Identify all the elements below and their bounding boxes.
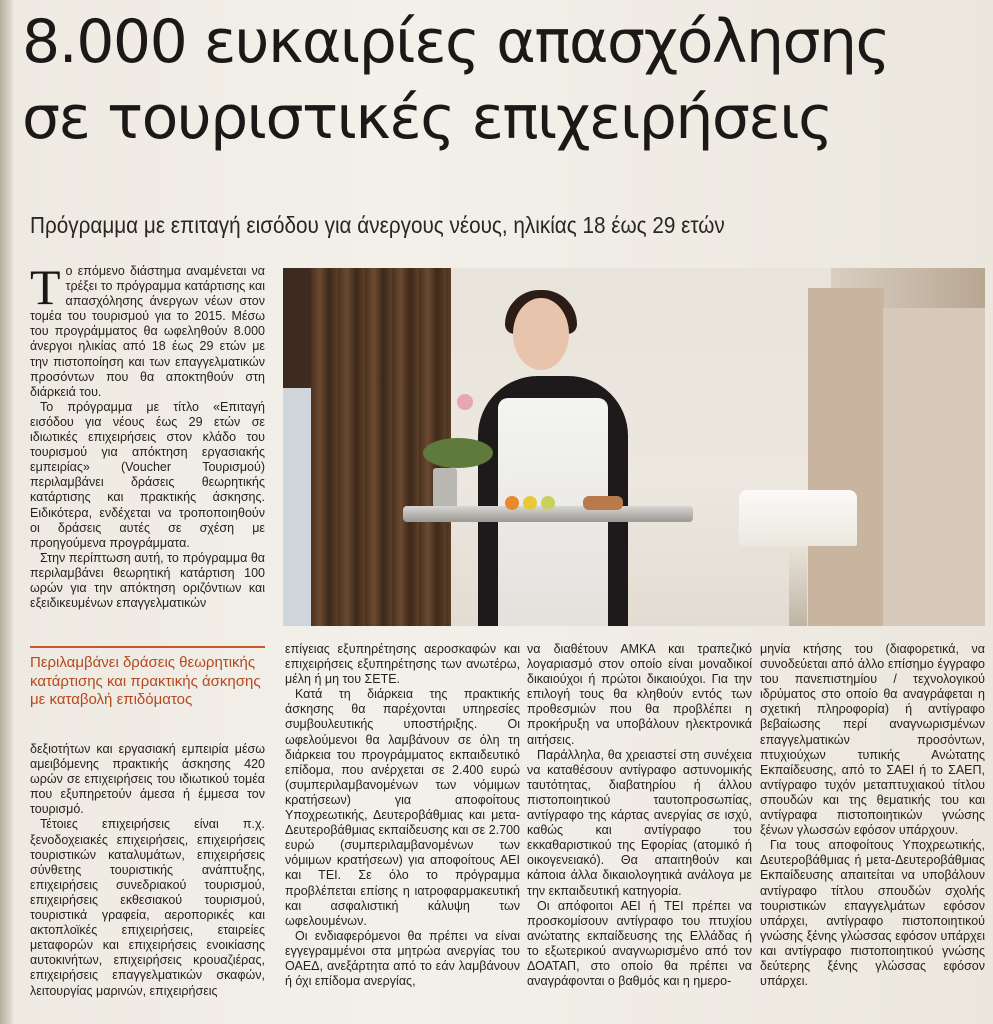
paragraph: Τέτοιες επιχειρήσεις είναι π.χ. ξενοδοχειακές επιχειρήσεις, επιχειρήσεις τουριστικών καταλυμάτων, επιχειρήσεις σύνθετης τουριστικής ανάπτυξης, επιχειρήσεις συνεδριακού τουρισμού, επιχειρήσεις εκθεσιακού τουρισμού, τουριστικά γραφεία, αεροπορικές και ακτοπλοϊκές επιχειρήσεις, εταιρείες μεταφορών και επιχειρήσεις ενοικίασης αυτοκινήτων, επιχειρήσεις κρουαζιέρας, επιχειρήσεις επαγγελματικών σκαφών, λειτουργίας μαρινών, επιχειρήσεις <box>30 817 265 998</box>
article-column-1 <box>30 259 265 634</box>
paragraph: Κατά τη διάρκεια της πρακτικής άσκησης θα παρέχονται υπηρεσίες συμβουλευτικής υποστήριξης. Οι ωφελούμενοι θα λαμβάνουν σε όλη τη διάρκεια του προγράμματος εκπαιδευτικό επίδομα, που ανέρχεται σε 2.400 ευρώ (συμπεριλαμβανομένων των νόμιμων κρατήσεων) για αποφοίτους Υποχρεωτικής, Δευτεροβάθμιας και μετα-Δευτεροβάθμιας εκπαίδευσης και σε 2.700 ευρώ (συμπεριλαμβανομένων των νόμιμων κρατήσεων) για αποφοίτους ΑΕΙ και ΤΕΙ. Σε όλο το πρόγραμμα προβλέπεται επίσης η ιατροφαρμακευτική και ασφαλιστική κάλυψη των ωφελουμένων. <box>285 687 520 928</box>
paragraph: μηνία κτήσης του (διαφορετικά, να συνοδεύεται από άλλο επίσημο έγγραφο του πανεπιστημίου / τεχνολογικού ιδρύματος στο οποίο θα αναγράφεται η σχετική πληροφορία) ή αντίγραφο βεβαίωσης περί αναγνωρισμένων επαγγελματικών προσόντων, πτυχιούχων τυπικής Ανώτατης Εκπαίδευσης, από το ΣΑΕΙ ή το ΣΑΕΠ, αντίγραφο τυχόν μεταπτυχιακού τίτλου σπουδών και της θεματικής του και αντίγραφα πιστοποιητικών γνώσης ξένων γλωσσών εφόσον υπάρχουν. <box>760 642 985 838</box>
paragraph: Στην περίπτωση αυτή, το πρόγραμμα θα περιλαμβάνει θεωρητική κατάρτιση 100 ωρών για την απόκτηση οριζόντιων και εξειδικευμένων επαγγελματικών <box>30 550 265 611</box>
wall-panel <box>883 308 985 626</box>
headline-line-1: 8.000 ευκαιρίες απασχόλησης <box>22 7 890 77</box>
paragraph: ο επόμενο διάστημα αναμένεται να τρέξει το πρόγραμμα κατάρτισης και απασχόλησης άνεργων νέων στον τομέα του τουρισμού για το 2015. Μέσω του προγράμματος θα ωφεληθούν 8.000 άνεργοι ηλικίας από 18 έως 29 ετών με την πιστοποίηση και των επαγγελματικών προσόντων που θα αποκτηθούν στη διάρκειά του. <box>30 264 265 399</box>
paragraph: Παράλληλα, θα χρειαστεί στη συνέχεια να καταθέσουν αντίγραφο αστυνομικής ταυτότητας, διαβατηρίου ή άλλου πιστοποιητικού ταυτοπροσωπίας, αντίγραφο της κάρτας ανεργίας σε ισχύ, καθώς και αντίγραφο του εκκαθαριστικού της Εφορίας (ατομικό ή οικογενειακό). Θα απαιτηθούν και κάποια άλλα δικαιολογητικά ανάλογα με την εκπαιδευτική κατηγορία. <box>527 747 752 898</box>
page-fold-shadow <box>0 0 14 1024</box>
paragraph: Το πρόγραμμα με τίτλο «Επιταγή εισόδου για νέους έως 29 ετών σε ιδιωτικές επιχειρήσεις στον κλάδο του τουρισμού για απόκτηση εργασιακής εμπειρίας» (Voucher Τουρισμού) περιλαμβάνει δράσεις θεωρητικής κατάρτισης και πρακτικής άσκησης. Ειδικότερα, ενδέχεται να τροποποιηθούν οι δράσεις αυτές σε σχέση με προηγούμενα προγράμματα. <box>30 399 265 550</box>
paragraph: επίγειας εξυπηρέτησης αεροσκαφών και επιχειρήσεις εξυπηρέτησης των ανωτέρω, μέλη ή μη του ΣΕΤΕ. <box>285 642 520 687</box>
article-photo <box>283 268 985 626</box>
paragraph: δεξιοτήτων και εργασιακή εμπειρία μέσω αμειβόμενης πρακτικής άσκησης 420 ωρών σε επιχειρήσεις του ιδιωτικού τομέα που εξυπηρετούν άμεσα ή έμμεσα τον τουρισμό. <box>30 742 265 817</box>
fruit-orange <box>505 496 519 510</box>
paragraph: Οι ενδιαφερόμενοι θα πρέπει να είναι εγγεγραμμένοι στα μητρώα ανεργίας του ΟΑΕΔ, ανεξάρτητα από το εάν λαμβάνουν ή όχι επίδομα ανεργίας, <box>285 928 520 989</box>
article-column-2 <box>285 642 520 1022</box>
paragraph: Για τους αποφοίτους Υποχρεωτικής, Δευτεροβάθμιας ή μετα-Δευτεροβάθμιας Εκπαίδευσης απαιτείται να υποβάλουν αντίγραφο τίτλου σπουδών σχολής τουριστικών επαγγελμάτων εφόσον υπάρχει, αντίγραφο πιστοποιητικού γνώσης ξένης γλώσσας εφόσον υπάρχει και αντίγραφο πιστοποιητικού γνώσης δεύτερης ξένης γλώσσας εφόσον υπάρχει. <box>760 838 985 989</box>
paragraph: Οι απόφοιτοι ΑΕΙ ή ΤΕΙ πρέπει να προσκομίσουν αντίγραφο του πτυχίου ανώτατης εκπαίδευσης της Ελλάδας ή το εξωτερικού αναγνωρισμένο από τον ΔΟΑΤΑΠ, στο οποίο θα πρέπει να αναγράφονται ο βαθμός και η ημερο- <box>527 898 752 989</box>
article-column-4 <box>760 642 985 989</box>
article-column-1-continued <box>30 742 265 1022</box>
article-column-3 <box>527 642 752 1014</box>
lamp-shade <box>739 490 857 546</box>
subtitle: Πρόγραμμα με επιταγή εισόδου για άνεργους νέους, ηλικίας 18 έως 29 ετών <box>30 212 725 238</box>
fruit-pear <box>541 496 555 510</box>
rose-icon <box>457 394 473 410</box>
window <box>283 388 311 626</box>
paragraph: να διαθέτουν ΑΜΚΑ και τραπεζικό λογαριασμό στον οποίο είναι μοναδικοί δικαιούχοι ή πρώτοι δικαιούχοι. Για την επιλογή τους θα κληθούν εντός των προθεσμιών που θα προβλέπει η προκήρυξη να υποβάλουν ηλεκτρονικά αιτήσεις. <box>527 642 752 747</box>
pull-quote: Περιλαμβάνει δράσεις θεωρητικής κατάρτισης και πρακτικής άσκησης με καταβολή επιδόματος <box>30 646 265 710</box>
flower-leaves <box>423 438 493 468</box>
pastries <box>583 496 623 510</box>
headline-line-2: σε τουριστικές επιχειρήσεις <box>22 83 832 153</box>
headboard-panel <box>808 288 884 626</box>
fruit-lemon <box>523 496 537 510</box>
face <box>513 298 569 370</box>
lamp-base <box>789 546 807 626</box>
headline <box>22 4 982 156</box>
drop-cap: Τ <box>30 259 61 315</box>
vase <box>433 468 457 508</box>
lead-paragraph <box>30 259 265 400</box>
